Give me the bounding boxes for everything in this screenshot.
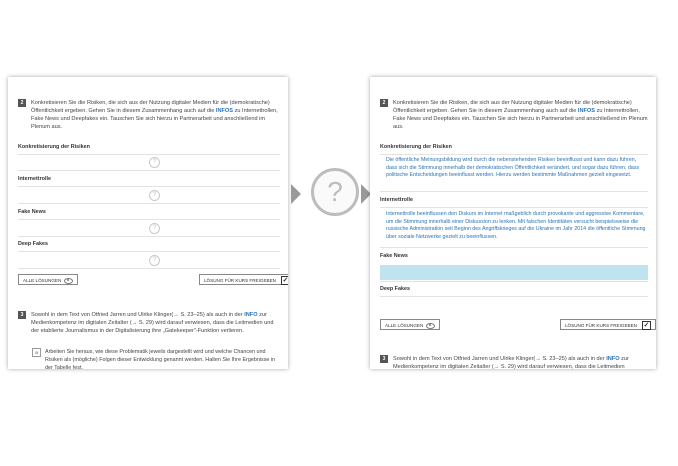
task-2 xyxy=(380,99,648,131)
eye-icon xyxy=(64,278,73,284)
info-link[interactable]: INFO xyxy=(244,312,258,318)
divider xyxy=(18,219,280,220)
task-3 xyxy=(380,355,648,369)
all-solutions-button[interactable]: ALLE LÖSUNGEN xyxy=(380,319,440,330)
release-solution-button[interactable]: LÖSUNG FÜR KURS FREIGEBEN ✓ xyxy=(199,274,288,285)
section-title: Internettrolle xyxy=(380,197,413,203)
info-link[interactable]: INFOS xyxy=(215,108,234,114)
left-panel xyxy=(8,77,288,369)
subtask-letter: a xyxy=(32,348,41,357)
solution-text: Internettrolle beeinflussen den Diskurs im Internet maßgeblich durch provokante und aggressive Kommentare, um die Stimmung innerhalb einer Diskussion zu lenken. Mit falschen Identitäten versucht beispielsweise die russische Administration seit Beginn des Angriffskrieges auf die Ukraine im Jahr 2014 die öffentliche Stimmung über soziale Netzwerke gezielt zu beeinflussen. xyxy=(386,211,646,240)
divider xyxy=(18,170,280,171)
divider xyxy=(18,203,280,204)
section-title: Deep Fakes xyxy=(18,241,48,247)
section-title: Konkretisierung der Risiken xyxy=(380,144,452,150)
all-solutions-button[interactable]: ALLE LÖSUNGEN xyxy=(18,274,78,285)
divider xyxy=(380,247,648,248)
solution-text: Die öffentliche Meinungsbildung wird durch die nebenstehenden Risiken beeinflusst und kann dazu führen, dass sich die Stimmung innerhalb der demokratischen Öffentlichkeit verändert, und sogar dazu führen, dass politische Entscheidungen beeinflusst werden. Hierzu werden bestimmte Maßnahmen gezielt eingesetzt. xyxy=(386,157,640,179)
task-text: Sowohl in dem Text von Otfried Jarren und Ulrike Klinger(→ S. 23–25) als auch in der INFO zur Medienkompetenz im digitalen Zeitalter (→ S. 29) wird darauf verwiesen, dass die Leitmedien xyxy=(393,356,629,369)
release-solution-button[interactable]: LÖSUNG FÜR KURS FREIGEBEN ✓ xyxy=(560,319,656,330)
task-text: Konkretisieren Sie die Risiken, die sich aus der Nutzung digitaler Medien für die (demokratische) Öffentlichkeit ergeben. Gehen Sie in diesem Zusammenhang auch auf die INFOS zu Internettrollen, Fake News und Deepfakes ein. Tauschen Sie sich hierzu in Partnerarbeit und anschließend im Plenum aus. xyxy=(31,100,278,130)
question-circle-icon: ? xyxy=(311,168,359,216)
task-number: 2 xyxy=(380,99,388,107)
divider xyxy=(380,296,648,297)
subtask-a xyxy=(32,348,280,369)
divider xyxy=(18,186,280,187)
eye-icon xyxy=(426,323,435,329)
divider xyxy=(18,268,280,269)
task-number: 3 xyxy=(18,311,26,319)
divider xyxy=(18,236,280,237)
question-icon[interactable]: ? xyxy=(149,223,160,234)
section-title: Fake News xyxy=(18,209,46,215)
question-icon[interactable]: ? xyxy=(149,255,160,266)
task-number: 3 xyxy=(380,355,388,363)
task-text: Sowohl in dem Text von Otfried Jarren und Ulrike Klinger(→ S. 23–25) als auch in der INFO zur Medienkompetenz im digitalen Zeitalter (→ S. 29) wird darauf verwiesen, dass die Leitmedien und der etablierte Journalismus in der Digitalisierung ihre „Gatekeeper"-Funktion verlieren. xyxy=(31,312,274,334)
divider xyxy=(380,191,648,192)
subtask-text: Arbeiten Sie heraus, wie diese Problematik jeweils dargestellt wird und welche Chancen und Risiken als (mögliche) Folgen dieser Entwicklung genannt werden. Halten Sie Ihre Ergebnisse in der Tabelle fest. xyxy=(45,349,276,369)
divider xyxy=(380,207,648,208)
section-title: Konkretisierung der Risiken xyxy=(18,144,90,150)
divider xyxy=(380,281,648,282)
question-icon[interactable]: ? xyxy=(149,157,160,168)
arrow-right-icon xyxy=(291,184,301,204)
task-number: 2 xyxy=(18,99,26,107)
task-3 xyxy=(18,311,280,335)
question-icon[interactable]: ? xyxy=(149,190,160,201)
right-panel xyxy=(370,77,656,369)
solution-highlight[interactable] xyxy=(380,265,648,280)
task-text: Konkretisieren Sie die Risiken, die sich aus der Nutzung digitaler Medien für die (demokratische) Öffentlichkeit ergeben. Gehen Sie in diesem Zusammenhang auch auf die INFOS zu Internettrollen, Fake News und Deepfakes ein. Tauschen Sie sich hierzu in Partnerarbeit und anschließend im Plenum aus. xyxy=(393,100,648,130)
info-link[interactable]: INFO xyxy=(606,356,620,362)
section-title: Internettrolle xyxy=(18,176,51,182)
divider xyxy=(18,154,280,155)
divider xyxy=(18,251,280,252)
info-link[interactable]: INFOS xyxy=(577,108,596,114)
checkbox-icon[interactable]: ✓ xyxy=(643,322,650,330)
checkbox-icon[interactable]: ✓ xyxy=(282,277,288,285)
divider xyxy=(380,154,648,155)
section-title: Deep Fakes xyxy=(380,286,410,292)
task-2 xyxy=(18,99,280,131)
section-title: Fake News xyxy=(380,253,408,259)
